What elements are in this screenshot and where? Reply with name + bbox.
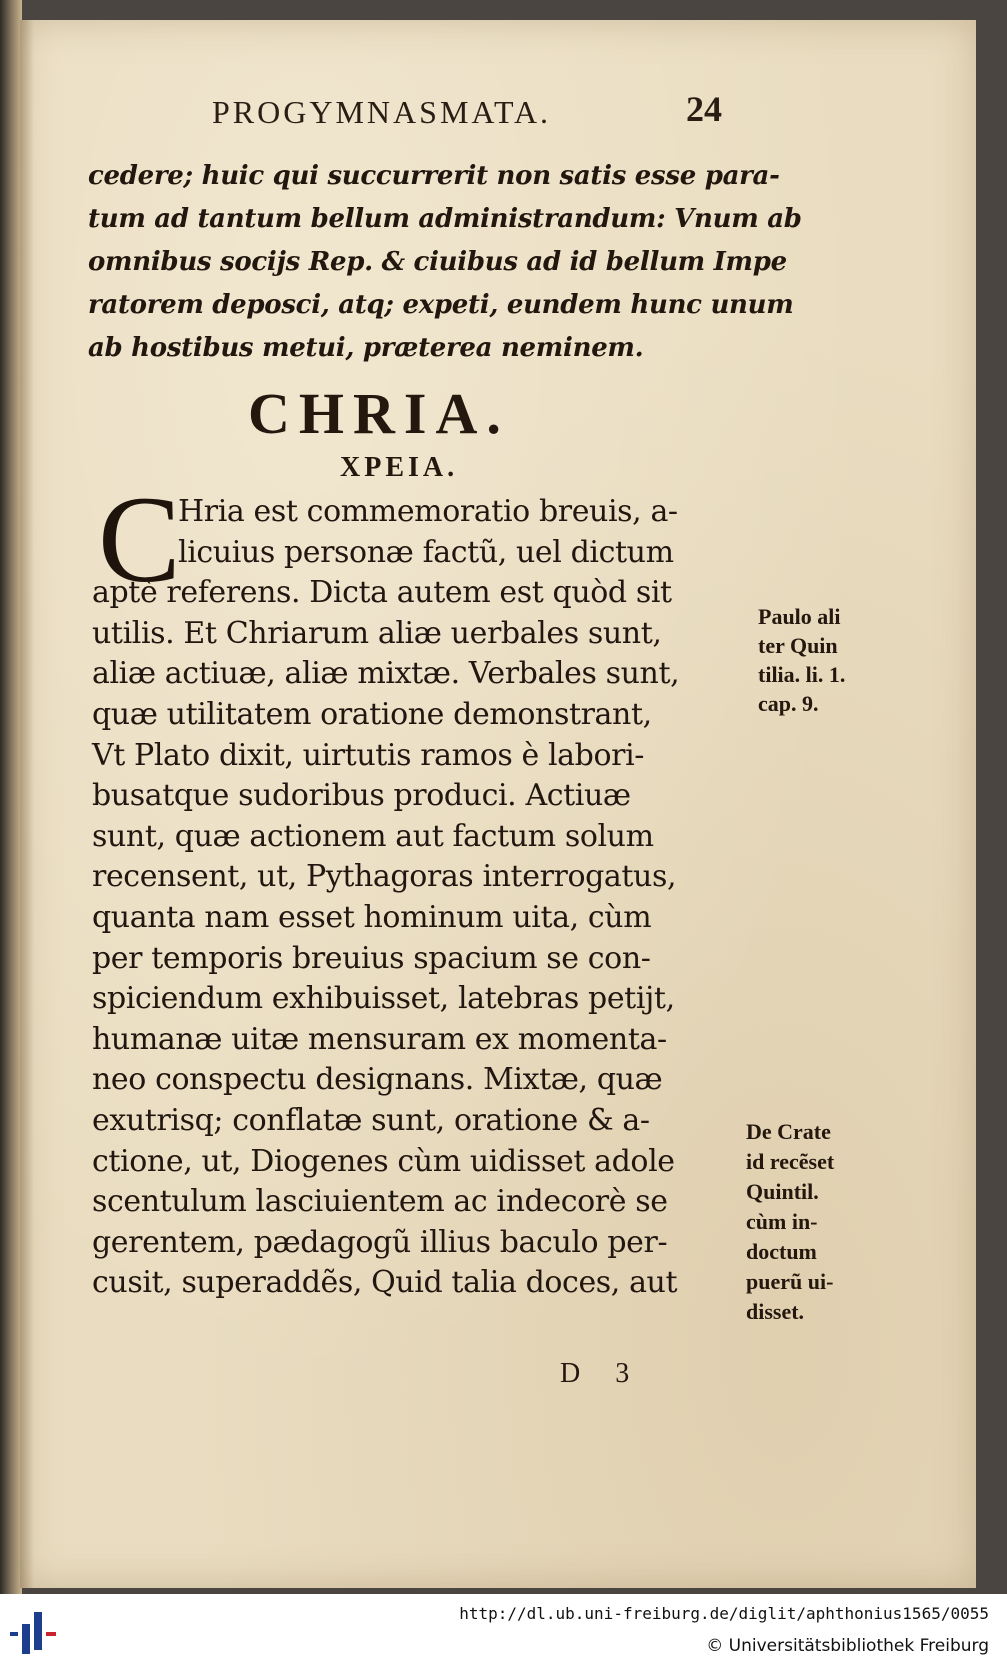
marginal-note [758,602,845,718]
text-line: Vt Plato dixit, uirtutis ramos è labori- [92,737,645,773]
page-fold-shadow [20,20,34,1588]
marginal-line: ter Quin [758,633,838,658]
marginal-line: Paulo ali [758,604,841,629]
library-logo-icon [10,1608,58,1660]
running-head-title: PROGYMNASMATA. [212,94,552,130]
text-line: Hria est commemoratio breuis, a- [178,494,678,529]
section-heading: CHRIA. [248,381,510,446]
text-line: humanæ uitæ mensuram ex momenta- [92,1021,667,1057]
marginal-line: Quintil. [746,1179,819,1204]
copyright-notice: © Universitätsbibliothek Freiburg [706,1636,989,1656]
text-line: sunt, quæ actionem aut factum solum [92,818,654,854]
text-line: per temporis breuius spacium se con- [92,940,651,976]
text-line: ab hostibus metui, præterea neminem. [88,333,644,363]
text-line: gerentem, pædagogũ illius baculo per- [92,1224,668,1260]
text-line: recensent, ut, Pythagoras interrogatus, [92,859,677,895]
text-line: neo conspectu designans. Mixtæ, quæ [92,1062,663,1098]
text-line: aptè referens. Dicta autem est quòd sit [92,575,672,611]
marginal-line: cap. 9. [758,691,819,716]
folio-number: 24 [686,89,722,129]
marginal-line: id recẽset [746,1149,835,1174]
text-line: quanta nam esset hominum uita, cùm [92,899,652,935]
text-line: ctione, ut, Diogenes cùm uidisset adole [92,1143,675,1179]
marginal-line: cùm in- [746,1209,818,1234]
text-line: scentulum lasciuientem ac indecorè se [92,1184,668,1220]
permalink[interactable]: http://dl.ub.uni-freiburg.de/diglit/aphthonius1565/0055 [459,1604,989,1623]
body-paragraph [92,492,772,1304]
marginal-line: tilia. li. 1. [758,662,846,687]
text-line: aliæ actiuæ, aliæ mixtæ. Verbales sunt, [92,656,680,692]
marginal-line: puerũ ui- [746,1269,834,1294]
marginal-note [746,1117,834,1327]
drop-cap: C [98,471,181,608]
signature-mark: D 3 [560,1358,644,1389]
footer-bar [0,1594,1007,1667]
text-line: licuius personæ factũ, uel dictum [178,534,674,570]
marginal-line: disset. [746,1299,805,1324]
text-line: tum ad tantum bellum administrandum: Vnum ab [88,204,802,234]
text-line: omnibus socijs Rep. & ciuibus ad id bellum Impe [88,247,787,277]
text-line: spiciendum exhibuisset, latebras petijt, [92,981,675,1017]
greek-heading: XPEIA. [340,452,459,483]
text-line: utilis. Et Chriarum aliæ uerbales sunt, [92,615,662,651]
text-line: exutrisq; conflatæ sunt, oratione & a- [92,1102,650,1138]
running-head [190,88,760,138]
italic-paragraph [88,155,802,370]
text-line: quæ utilitatem oratione demonstrant, [92,696,652,732]
marginal-line: doctum [746,1239,817,1264]
text-line: cedere; huic qui succurrerit non satis esse para- [88,161,780,191]
text-line: busatque sudoribus produci. Actiuæ [92,778,631,814]
text-line: ratorem deposci, atq; expeti, eundem hunc unum [88,290,794,320]
text-line: cusit, superaddẽs, Quid talia doces, aut [92,1265,678,1301]
marginal-line: De Crate [746,1119,831,1144]
book-edge [0,0,22,1594]
